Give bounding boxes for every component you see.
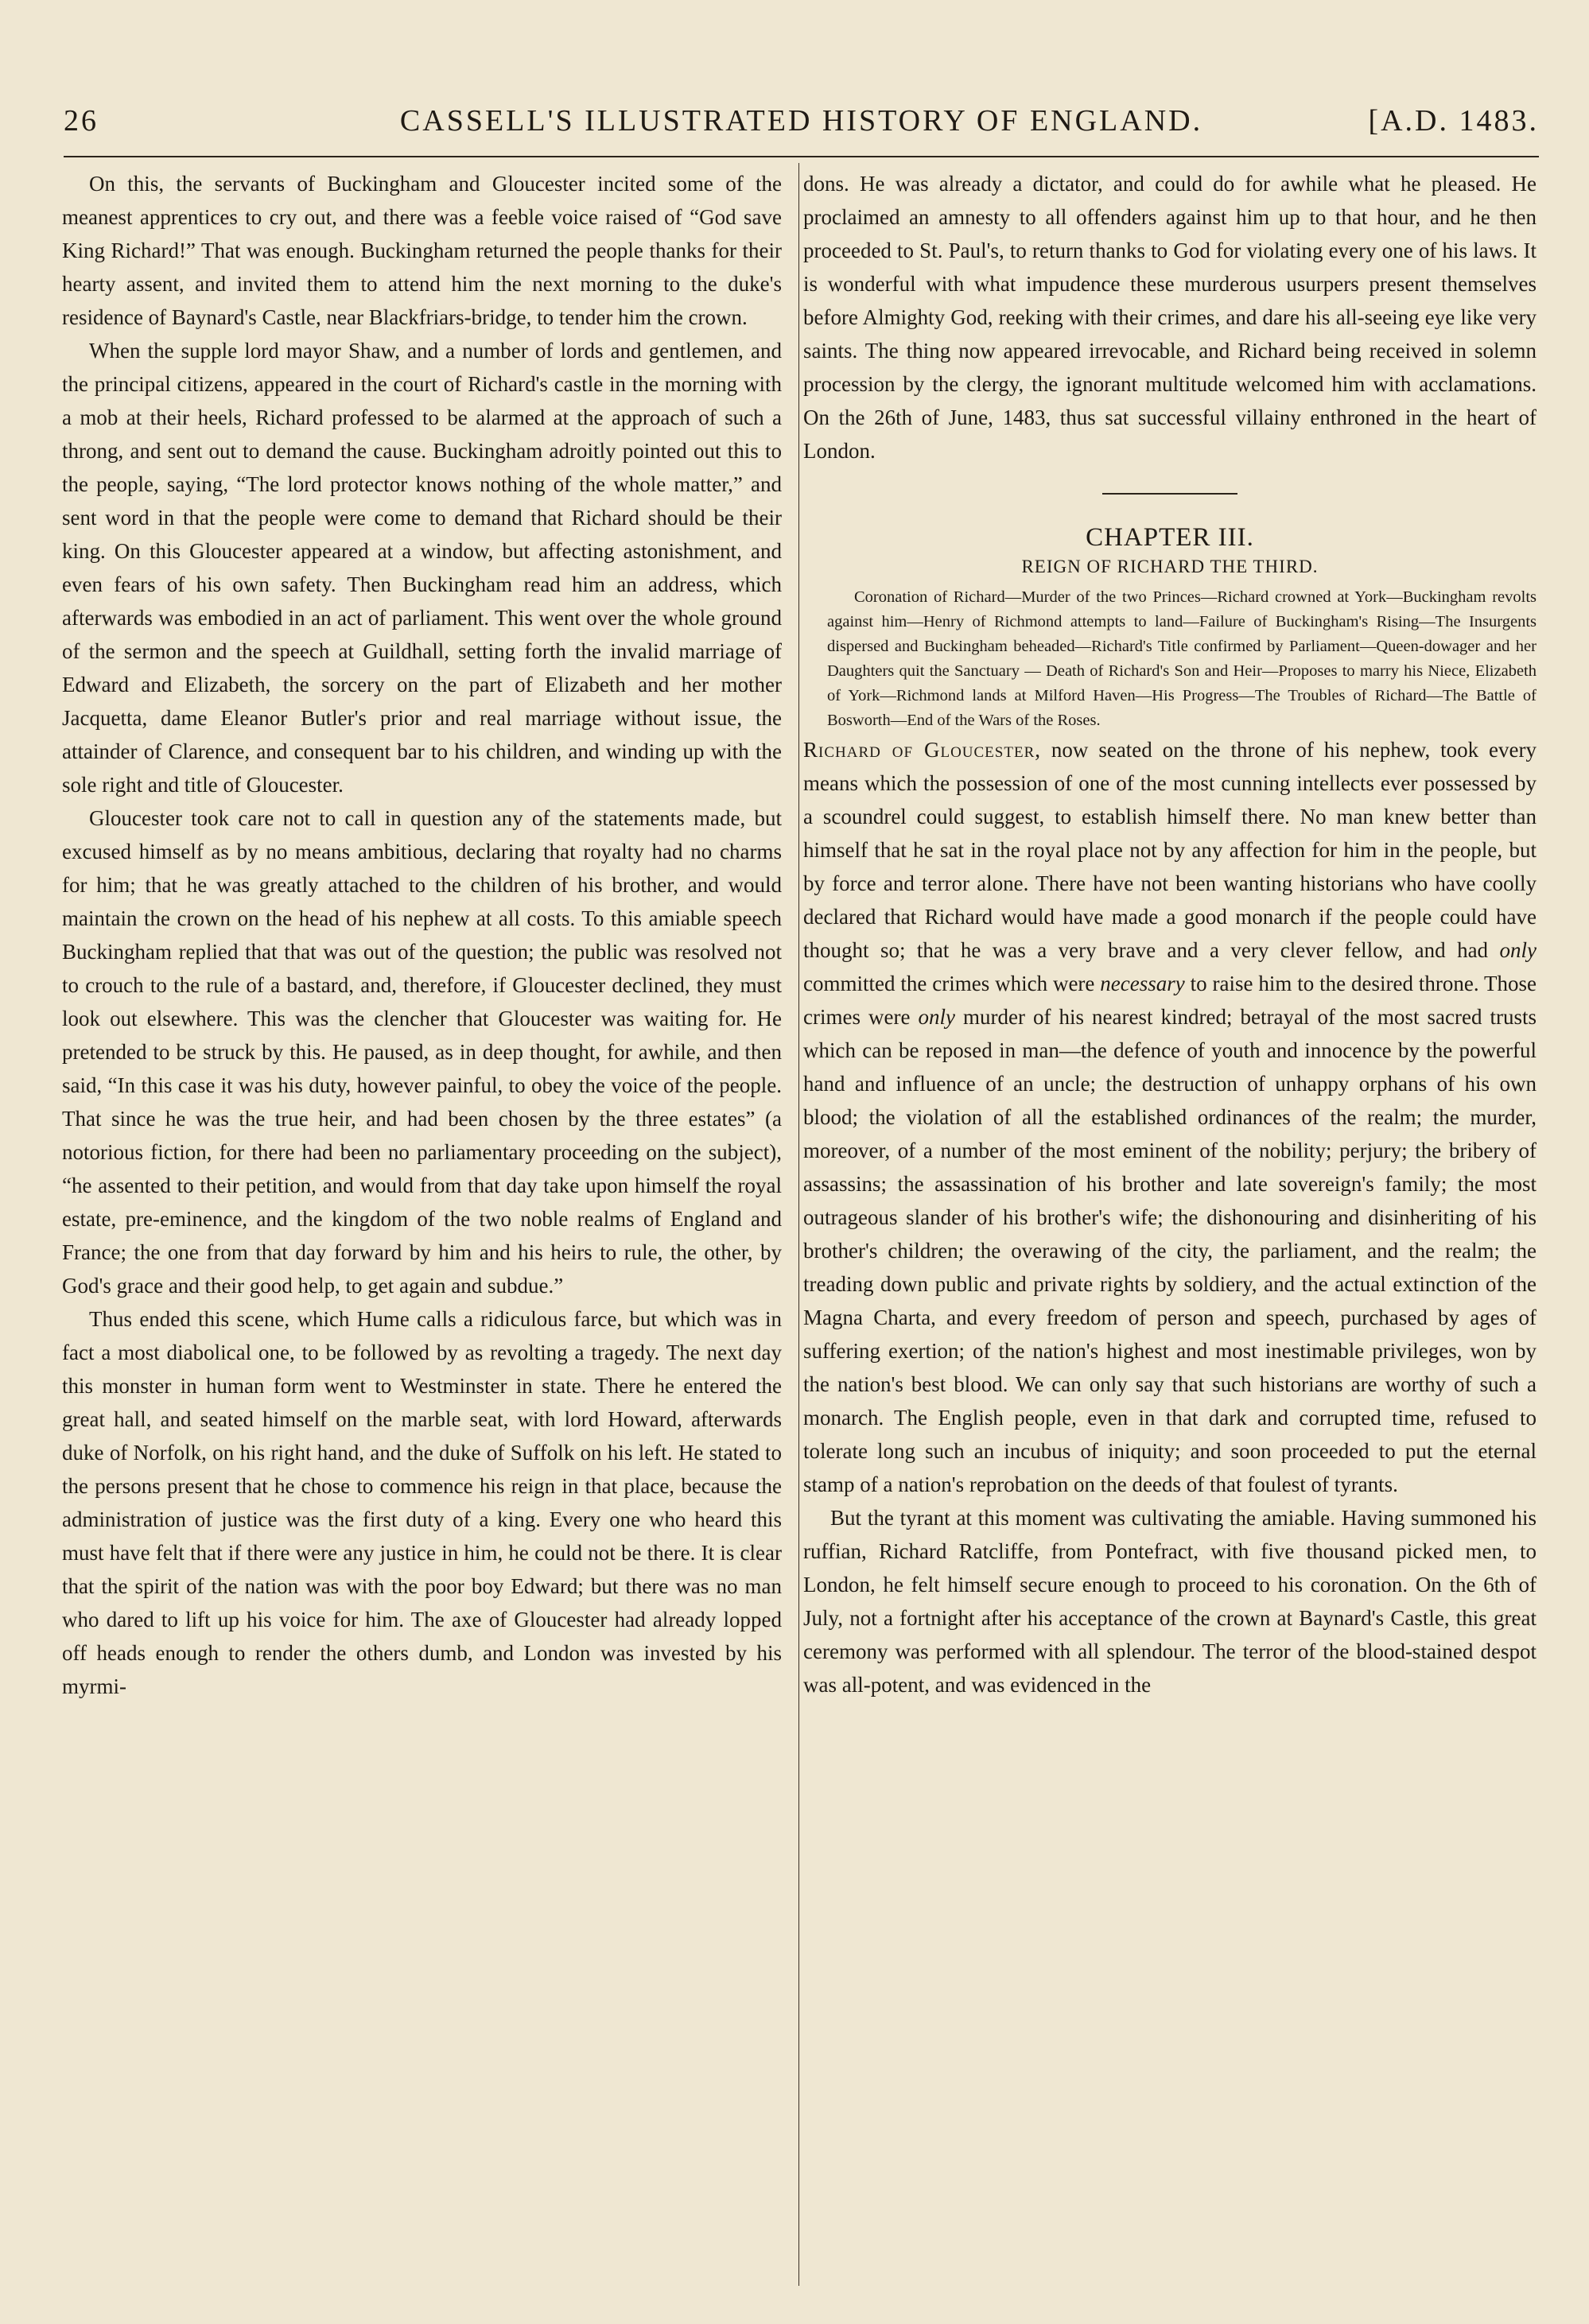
opening-paragraph <box>803 733 1537 1501</box>
paragraph: But the tyrant at this moment was cultivating the amiable. Having summoned his ruffian, Richard Ratcliffe, from Pontefract, with five thousand picked men, to London, he felt himself secure enough to proceed to his coronation. On the 6th of July, not a fortnight after his acceptance of the crown at Baynard's Castle, this great ceremony was performed with all splendour. The terror of the blood-stained despot was all-potent, and was evidenced in the <box>803 1506 1537 1697</box>
opening-text: now seated on the throne of his nephew, took every means which the possession of one of the most cunning intellects ever possessed by a scoundrel could suggest, to establish himself there. No man knew better than himself that he sat in the royal place not by any affection for him in the people, but by force and terror alone. There have not been wanting historians who have coolly declared that Richard would have made a good monarch if the people could have thought so; that he was a very brave and a very clever fellow, and had <box>803 738 1537 962</box>
page-number: 26 <box>64 104 99 138</box>
paragraph: When the supple lord mayor Shaw, and a number of lords and gentlemen, and the principal citizens, appeared in the court of Richard's castle in the morning with a mob at their heels, Richard professed to be alarmed at the approach of such a throng, and sent out to demand the cause. Buckingham adroitly pointed out this to the people, saying, “The lord protector knows nothing of the whole matter,” and sent word in that the people were come to demand that Richard should be their king. On this Gloucester appeared at a window, but affecting astonishment, and even fears of his own safety. Then Buckingham read him an address, which afterwards was embodied in an act of parliament. This went over the whole ground of the sermon and the speech at Guildhall, setting forth the invalid marriage of Edward and Elizabeth, the sorcery on the part of Elizabeth and her mother Jacquetta, dame Eleanor Butler's prior and real marriage without issue, the attainder of Clarence, and consequent bar to his children, and winding up with the sole right and title of Gloucester. <box>62 339 782 797</box>
opening-text-3: to raise him to the desired throne. Those crimes were <box>803 972 1537 1029</box>
emphasis-necessary: necessary <box>1100 972 1185 995</box>
continuation-paragraph: dons. He was already a dictator, and could do for awhile what he pleased. He proclaimed an amnesty to all offenders against him up to that hour, and he then proceeded to St. Paul's, to return thanks to God for violating every one of his laws. It is wonderful with what impudence these murderous usurpers present themselves before Almighty God, reeking with their crimes, and dare his all-seeing eye like very saints. The thing now appeared irrevocable, and Richard being received in solemn procession by the clergy, the ignorant multitude welcomed him with acclamations. On the 26th of June, 1483, thus sat successful villainy enthroned in the heart of London. <box>803 172 1537 463</box>
emphasis-only-2: only <box>918 1005 955 1029</box>
opening-small-caps: Richard of Gloucester, <box>803 738 1041 762</box>
paragraph: Gloucester took care not to call in question any of the statements made, but excused himself as by no means ambitious, declaring that royalty had no charms for him; that he was greatly attached to the children of his brother, and would maintain the crown on the head of his nephew at all costs. To this amiable speech Buckingham replied that that was out of the question; the public was resolved not to crouch to the rule of a bastard, and, therefore, if Gloucester declined, they must look out elsewhere. This was the clencher that Gloucester was waiting for. He pretended to be struck by this. He paused, as in deep thought, for awhile, and then said, “In this case it was his duty, however painful, to obey the voice of the people. That since he was the true heir, and had been chosen by the three estates” (a notorious fiction, for there had been no parliamentary proceeding on the subject), “he assented to their petition, and would from that day take upon himself the royal estate, pre-eminence, and the kingdom of the two noble realms of England and France; the one from that day forward by him and his heirs to rule, the other, by God's grace and their good help, to get again and subdue.” <box>62 806 782 1298</box>
paragraph: Thus ended this scene, which Hume calls a ridiculous farce, but which was in fact a most diabolical one, to be followed by as revolting a tragedy. The next day this monster in human form went to Westminster in state. There he entered the great hall, and seated himself on the marble seat, with lord Howard, afterwards duke of Norfolk, on his right hand, and the duke of Suffolk on his left. He stated to the persons present that he chose to commence his reign in that place, because the administration of justice was the first duty of a king. Every one who heard this must have felt that if there were any justice in him, he could not be there. It is clear that the spirit of the nation was with the poor boy Edward; but there was no man who dared to lift up his voice for him. The axe of Gloucester had already lopped off heads enough to render the others dumb, and London was invested by his myrmi- <box>62 1307 782 1698</box>
chapter-rule <box>1102 493 1237 495</box>
opening-text-2: committed the crimes which were <box>803 972 1101 995</box>
paragraph: On this, the servants of Buckingham and Gloucester incited some of the meanest apprentices to cry out, and there was a feeble voice raised of “God save King Richard!” That was enough. Buckingham returned the people thanks for their hearty assent, and invited them to attend him the next morning to the duke's residence of Baynard's Castle, near Blackfriars-bridge, to tender him the crown. <box>62 172 782 329</box>
running-title: CASSELL'S ILLUSTRATED HISTORY OF ENGLAND. <box>399 104 1203 138</box>
right-column <box>803 167 1537 1701</box>
chapter-title: CHAPTER III. <box>1086 523 1254 552</box>
chapter-synopsis: Coronation of Richard—Murder of the two Princes—Richard crowned at York—Buckingham revolts against him—Henry of Richmond attempts to land—Failure of Buckingham's Rising—The Insurgents dispersed and Buckingham beheaded—Richard's Title confirmed by Parliament—Queen-dowager and her Daughters quit the Sanctuary — Death of Richard's Son and Heir—Proposes to marry his Niece, Elizabeth of York—Richmond lands at Milford Haven—His Progress—The Troubles of Richard—The Battle of Bosworth—End of the Wars of the Roses. <box>827 588 1537 729</box>
running-header <box>64 103 1539 143</box>
left-column <box>62 167 782 1703</box>
chapter-subtitle: REIGN OF RICHARD THE THIRD. <box>1021 557 1319 576</box>
header-rule <box>64 156 1539 157</box>
column-divider <box>798 163 799 2286</box>
header-date: [A.D. 1483. <box>1368 104 1539 138</box>
emphasis-only: only <box>1499 938 1537 962</box>
opening-text-4: murder of his nearest kindred; betrayal of the most sacred trusts which can be reposed in man—the defence of youth and innocence by the powerful hand and influence of an uncle; the destruction of unhappy orphans of his own blood; the violation of all the established ordinances of the realm; the murder, moreover, of a number of the most eminent of the nobility; perjury; the bribery of assassins; the assassination of his brother and late sovereign's family; the most outrageous slander of his brother's wife; the dishonouring and disinheriting of his brother's children; the overawing of the city, the parliament, and the realm; the treading down public and private rights by soldiery, and the actual extinction of the Magna Charta, and every freedom of person and speech, purchased by ages of suffering exertion; of the nation's highest and most inestimable privileges, won by the nation's best blood. We can only say that such historians are worthy of such a monarch. The English people, even in that dark and corrupted time, refused to tolerate long such an incubus of iniquity; and soon proceeded to put the eternal stamp of a nation's reprobation on the deeds of that foulest of tyrants. <box>803 1005 1537 1496</box>
chapter-heading <box>803 493 1537 580</box>
